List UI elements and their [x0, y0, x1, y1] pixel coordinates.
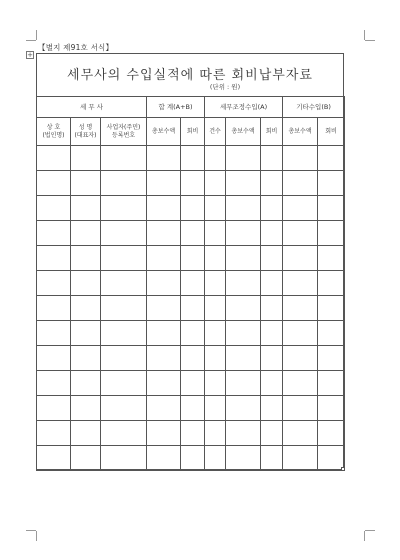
- table-cell[interactable]: [71, 196, 101, 221]
- table-cell[interactable]: [283, 446, 318, 471]
- table-cell[interactable]: [261, 371, 283, 396]
- table-cell[interactable]: [71, 321, 101, 346]
- table-cell[interactable]: [147, 221, 181, 246]
- table-cell[interactable]: [37, 446, 71, 471]
- table-cell[interactable]: [318, 371, 345, 396]
- table-cell[interactable]: [101, 221, 147, 246]
- table-cell[interactable]: [283, 146, 318, 171]
- table-cell[interactable]: [226, 296, 261, 321]
- table-cell[interactable]: [37, 396, 71, 421]
- table-cell[interactable]: [71, 171, 101, 196]
- table-cell[interactable]: [205, 271, 226, 296]
- table-cell[interactable]: [205, 221, 226, 246]
- table-cell[interactable]: [205, 171, 226, 196]
- table-body: [37, 146, 345, 471]
- header-other-income: 기타수입(B): [283, 97, 345, 118]
- table-cell[interactable]: [226, 446, 261, 471]
- group-header-row: [37, 97, 345, 118]
- table-cell[interactable]: [147, 321, 181, 346]
- table-resize-handle[interactable]: [341, 467, 345, 471]
- table-row: [37, 371, 345, 396]
- table-row: [37, 221, 345, 246]
- table-cell[interactable]: [261, 146, 283, 171]
- unit-label: (단위 : 원): [209, 83, 241, 91]
- table-cell[interactable]: [181, 446, 205, 471]
- crop-mark-top-left-v: [36, 30, 37, 40]
- table-cell[interactable]: [261, 246, 283, 271]
- table-cell[interactable]: [261, 221, 283, 246]
- table-cell[interactable]: [226, 371, 261, 396]
- table-cell[interactable]: [71, 271, 101, 296]
- table-cell[interactable]: [181, 421, 205, 446]
- table-cell[interactable]: [37, 321, 71, 346]
- table-cell[interactable]: [261, 321, 283, 346]
- table-cell[interactable]: [101, 396, 147, 421]
- table-row: [37, 146, 345, 171]
- table-cell[interactable]: [147, 296, 181, 321]
- table-row: [37, 396, 345, 421]
- table-cell[interactable]: [261, 421, 283, 446]
- table-cell[interactable]: [261, 271, 283, 296]
- table-cell[interactable]: [71, 146, 101, 171]
- table-cell[interactable]: [101, 296, 147, 321]
- table-move-anchor-icon[interactable]: +: [27, 51, 33, 59]
- table-cell[interactable]: [71, 396, 101, 421]
- table-cell[interactable]: [101, 196, 147, 221]
- table-cell[interactable]: [101, 421, 147, 446]
- table-cell[interactable]: [37, 171, 71, 196]
- table-cell[interactable]: [283, 346, 318, 371]
- crop-mark-bottom-left-h: [26, 530, 36, 531]
- table-cell[interactable]: [71, 346, 101, 371]
- table-cell[interactable]: [37, 271, 71, 296]
- crop-mark-top-right-v: [364, 30, 365, 40]
- sub-header-row: [37, 118, 345, 146]
- table-cell[interactable]: [37, 196, 71, 221]
- crop-mark-bottom-right-v: [364, 531, 365, 541]
- table-cell[interactable]: [181, 371, 205, 396]
- table-cell[interactable]: [318, 171, 345, 196]
- table-cell[interactable]: [283, 171, 318, 196]
- table-cell[interactable]: [147, 446, 181, 471]
- table-cell[interactable]: [226, 146, 261, 171]
- table-cell[interactable]: [205, 246, 226, 271]
- table-row: [37, 246, 345, 271]
- table-cell[interactable]: [226, 396, 261, 421]
- table-cell[interactable]: [37, 296, 71, 321]
- form-number-label: 【별지 제91호 서식】: [38, 43, 114, 52]
- table-cell[interactable]: [101, 346, 147, 371]
- table-cell[interactable]: [147, 171, 181, 196]
- table-cell[interactable]: [261, 196, 283, 221]
- table-row: [37, 421, 345, 446]
- table-cell[interactable]: [226, 171, 261, 196]
- table-cell[interactable]: [318, 221, 345, 246]
- table-cell[interactable]: [181, 196, 205, 221]
- table-cell[interactable]: [283, 371, 318, 396]
- table-cell[interactable]: [226, 246, 261, 271]
- table-cell[interactable]: [147, 396, 181, 421]
- header-total-fee: 총보수액: [147, 118, 181, 146]
- table-cell[interactable]: [71, 371, 101, 396]
- crop-mark-top-right-h: [365, 40, 375, 41]
- table-cell[interactable]: [37, 246, 71, 271]
- header-adjustment-dues: 회비: [261, 118, 283, 146]
- table-cell[interactable]: [181, 246, 205, 271]
- table-cell[interactable]: [147, 371, 181, 396]
- table-cell[interactable]: [261, 396, 283, 421]
- table-cell[interactable]: [318, 196, 345, 221]
- header-tax-adjustment-income: 세무조정수입(A): [205, 97, 283, 118]
- table-row: [37, 171, 345, 196]
- header-other-dues: 회비: [318, 118, 345, 146]
- table-cell[interactable]: [261, 296, 283, 321]
- table-cell[interactable]: [71, 246, 101, 271]
- table-row: [37, 346, 345, 371]
- table-cell[interactable]: [226, 421, 261, 446]
- table-cell[interactable]: [283, 271, 318, 296]
- table-row: [37, 196, 345, 221]
- table-cell[interactable]: [181, 296, 205, 321]
- table-cell[interactable]: [283, 246, 318, 271]
- document-title: 세무사의 수입실적에 따른 회비납부자료: [67, 68, 313, 83]
- header-total: 합 계(A+B): [147, 97, 205, 118]
- table-cell[interactable]: [318, 346, 345, 371]
- table-row: [37, 271, 345, 296]
- table-cell[interactable]: [147, 146, 181, 171]
- table-cell[interactable]: [283, 321, 318, 346]
- crop-mark-bottom-right-h: [365, 530, 375, 531]
- table-cell[interactable]: [101, 446, 147, 471]
- table-cell[interactable]: [147, 421, 181, 446]
- table-cell[interactable]: [318, 296, 345, 321]
- table-cell[interactable]: [71, 221, 101, 246]
- table-cell[interactable]: [181, 271, 205, 296]
- table-cell[interactable]: [318, 146, 345, 171]
- table-cell[interactable]: [37, 371, 71, 396]
- table-cell[interactable]: [226, 221, 261, 246]
- table-cell[interactable]: [318, 421, 345, 446]
- table-cell[interactable]: [318, 321, 345, 346]
- table-cell[interactable]: [261, 171, 283, 196]
- table-cell[interactable]: [37, 146, 71, 171]
- table-cell[interactable]: [205, 371, 226, 396]
- table-cell[interactable]: [205, 396, 226, 421]
- dues-table: [36, 96, 345, 471]
- header-tax-accountant: 세 무 사: [37, 97, 147, 118]
- table-cell[interactable]: [283, 421, 318, 446]
- table-cell[interactable]: [37, 421, 71, 446]
- table-cell[interactable]: [283, 296, 318, 321]
- table-cell[interactable]: [205, 346, 226, 371]
- table-cell[interactable]: [147, 271, 181, 296]
- table-cell[interactable]: [261, 446, 283, 471]
- header-adjustment-fee: 총보수액: [226, 118, 261, 146]
- table-cell[interactable]: [101, 271, 147, 296]
- table-cell[interactable]: [283, 196, 318, 221]
- table-cell[interactable]: [101, 246, 147, 271]
- table-cell[interactable]: [71, 296, 101, 321]
- header-other-fee: 총보수액: [283, 118, 318, 146]
- table-cell[interactable]: [147, 246, 181, 271]
- table-cell[interactable]: [318, 271, 345, 296]
- table-cell[interactable]: [283, 396, 318, 421]
- table-cell[interactable]: [318, 396, 345, 421]
- table-cell[interactable]: [181, 321, 205, 346]
- table-cell[interactable]: [283, 221, 318, 246]
- table-cell[interactable]: [181, 346, 205, 371]
- table-row: [37, 296, 345, 321]
- table-cell[interactable]: [71, 421, 101, 446]
- table-cell[interactable]: [205, 446, 226, 471]
- table-cell[interactable]: [226, 346, 261, 371]
- table-row: [37, 446, 345, 471]
- header-registration-number: 사업자(주민) 등록번호: [101, 118, 147, 146]
- table-cell[interactable]: [181, 396, 205, 421]
- header-total-dues: 회비: [181, 118, 205, 146]
- table-cell[interactable]: [318, 246, 345, 271]
- table-cell[interactable]: [205, 421, 226, 446]
- table-cell[interactable]: [181, 221, 205, 246]
- crop-mark-top-left-h: [26, 40, 36, 41]
- table-cell[interactable]: [101, 371, 147, 396]
- table-cell[interactable]: [226, 196, 261, 221]
- table-cell[interactable]: [181, 171, 205, 196]
- table-cell[interactable]: [101, 321, 147, 346]
- header-adjustment-count: 건수: [205, 118, 226, 146]
- header-representative: 성 명 (대표자): [71, 118, 101, 146]
- table-cell[interactable]: [226, 321, 261, 346]
- table-cell[interactable]: [37, 346, 71, 371]
- table-cell[interactable]: [101, 146, 147, 171]
- header-firm-name: 상 호 (법인명): [37, 118, 71, 146]
- table-cell[interactable]: [147, 346, 181, 371]
- table-cell[interactable]: [205, 146, 226, 171]
- table-cell[interactable]: [181, 146, 205, 171]
- table-row: [37, 321, 345, 346]
- crop-mark-bottom-left-v: [36, 531, 37, 541]
- table-cell[interactable]: [205, 321, 226, 346]
- table-cell[interactable]: [71, 446, 101, 471]
- table-cell[interactable]: [205, 296, 226, 321]
- table-cell[interactable]: [205, 196, 226, 221]
- table-cell[interactable]: [261, 346, 283, 371]
- table-cell[interactable]: [226, 271, 261, 296]
- table-cell[interactable]: [147, 196, 181, 221]
- table-cell[interactable]: [101, 171, 147, 196]
- table-cell[interactable]: [37, 221, 71, 246]
